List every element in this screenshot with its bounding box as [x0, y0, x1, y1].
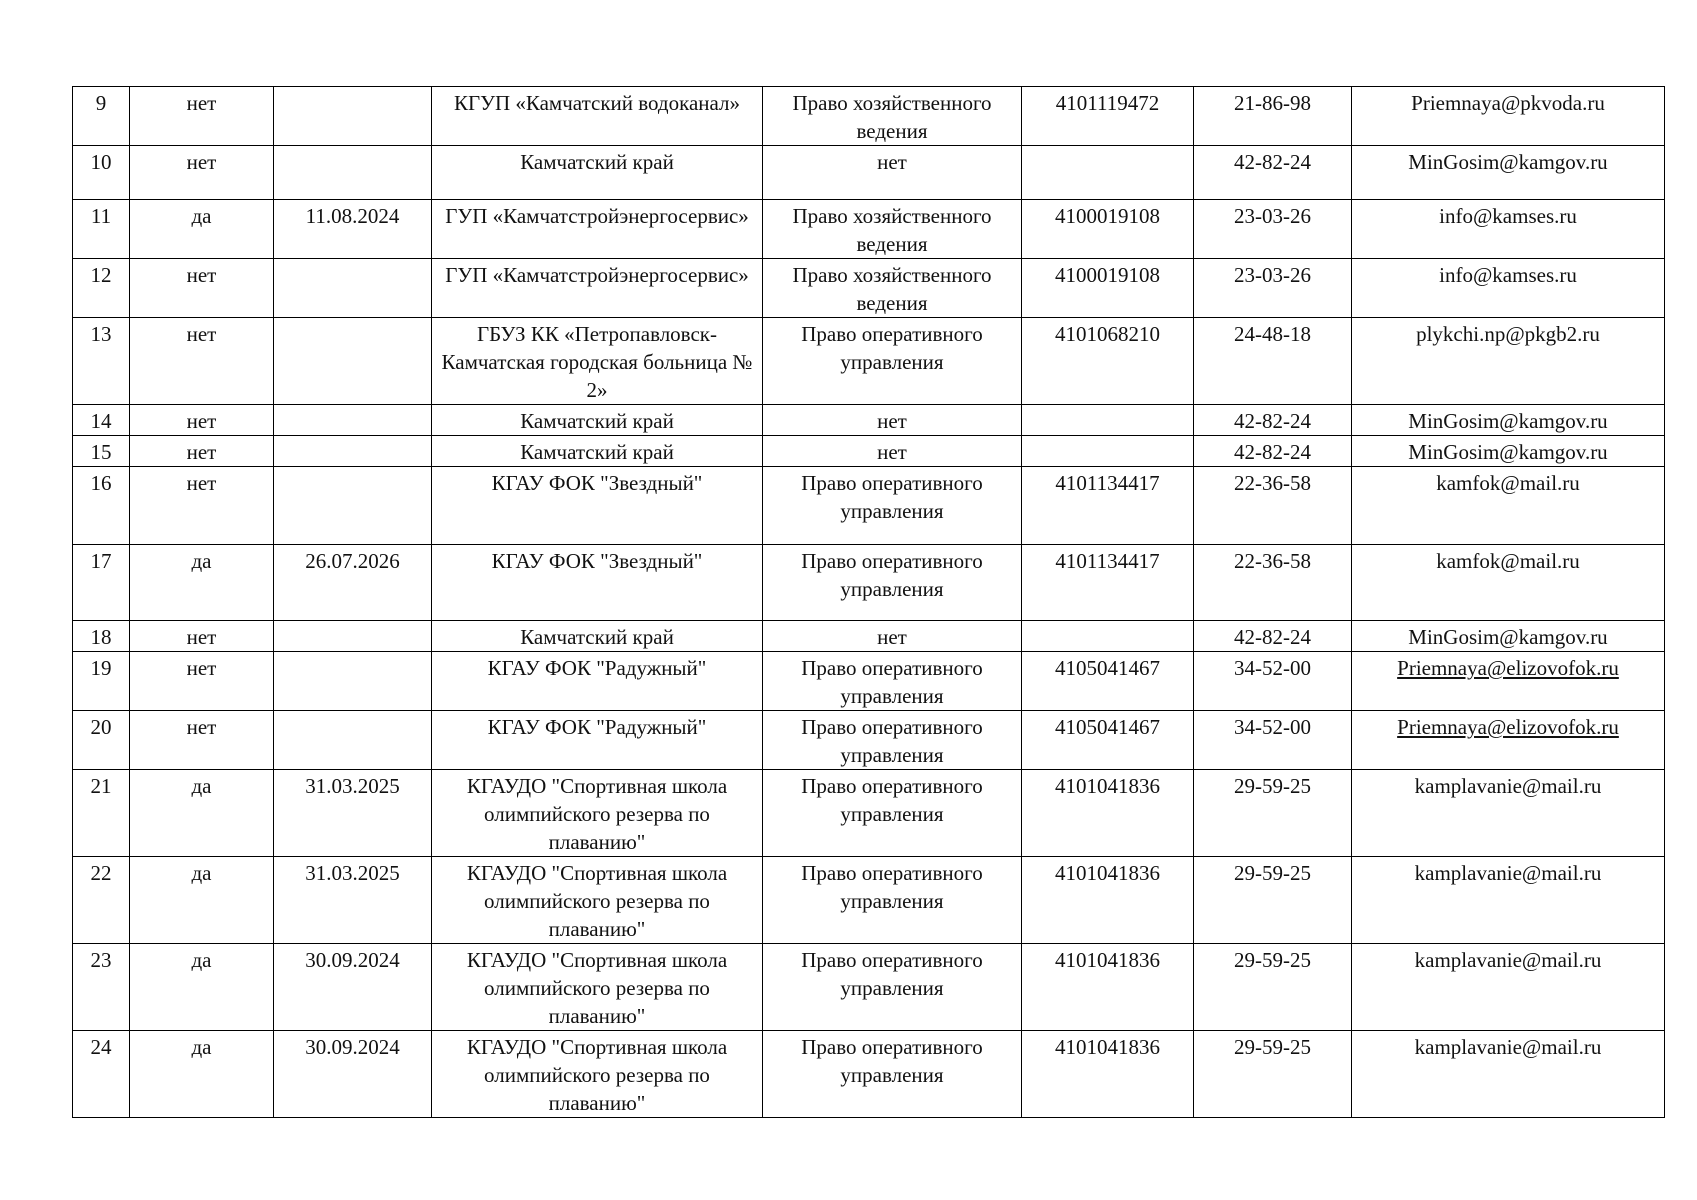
row-number-text: 17: [90, 549, 112, 573]
inn-cell: [1022, 467, 1194, 545]
flag-cell-text: нет: [186, 715, 217, 739]
row-number: [73, 200, 130, 259]
phone-cell: [1194, 857, 1352, 944]
flag-cell-text: да: [191, 861, 212, 885]
right-type-cell: [763, 857, 1022, 944]
phone-cell: [1194, 200, 1352, 259]
email-cell-text[interactable]: MinGosim@kamgov.ru: [1408, 440, 1608, 464]
flag-cell-text: да: [191, 948, 212, 972]
right-type-cell: [763, 652, 1022, 711]
right-type-cell: [763, 545, 1022, 621]
flag-cell-text: нет: [186, 409, 217, 433]
property-table: [72, 86, 1665, 1118]
date-cell: [274, 200, 432, 259]
right-type-cell: [763, 1031, 1022, 1118]
organization-cell-text: КГАУДО "Спортивная школа олимпийского резерва по плаванию": [466, 1035, 728, 1115]
table-row: [73, 770, 1665, 857]
organization-cell: [432, 87, 763, 146]
flag-cell: [130, 146, 274, 200]
email-cell: [1352, 259, 1665, 318]
organization-cell: [432, 652, 763, 711]
email-cell: [1352, 944, 1665, 1031]
right-type-cell-text: нет: [877, 409, 907, 433]
row-number: [73, 944, 130, 1031]
inn-cell: [1022, 146, 1194, 200]
inn-cell-text: 4105041467: [1055, 715, 1160, 739]
phone-cell: [1194, 436, 1352, 467]
email-cell: [1352, 405, 1665, 436]
row-number-text: 9: [95, 91, 107, 115]
inn-cell-text: 4101041836: [1055, 1035, 1160, 1059]
date-cell: [274, 87, 432, 146]
row-number: [73, 467, 130, 545]
right-type-cell-text: Право оперативного управления: [801, 1035, 983, 1087]
row-number: [73, 146, 130, 200]
email-cell: [1352, 545, 1665, 621]
phone-cell-text: 29-59-25: [1234, 948, 1311, 972]
phone-cell: [1194, 944, 1352, 1031]
phone-cell: [1194, 467, 1352, 545]
email-cell: [1352, 87, 1665, 146]
table-body: [73, 87, 1665, 1118]
date-cell: [274, 436, 432, 467]
row-number: [73, 621, 130, 652]
table-row: [73, 87, 1665, 146]
organization-cell: [432, 545, 763, 621]
inn-cell: [1022, 944, 1194, 1031]
table-row: [73, 436, 1665, 467]
row-number-text: 19: [90, 656, 112, 680]
flag-cell: [130, 621, 274, 652]
flag-cell: [130, 200, 274, 259]
right-type-cell: [763, 87, 1022, 146]
email-cell: [1352, 621, 1665, 652]
flag-cell: [130, 652, 274, 711]
organization-cell: [432, 621, 763, 652]
right-type-cell: [763, 200, 1022, 259]
organization-cell: [432, 146, 763, 200]
row-number-text: 21: [90, 774, 112, 798]
table-row: [73, 711, 1665, 770]
organization-cell: [432, 405, 763, 436]
flag-cell: [130, 405, 274, 436]
phone-cell-text: 23-03-26: [1234, 204, 1311, 228]
right-type-cell: [763, 146, 1022, 200]
organization-cell: [432, 944, 763, 1031]
right-type-cell-text: Право оперативного управления: [801, 471, 983, 523]
row-number: [73, 1031, 130, 1118]
right-type-cell: [763, 436, 1022, 467]
phone-cell-text: 29-59-25: [1234, 1035, 1311, 1059]
phone-cell: [1194, 405, 1352, 436]
table-row: [73, 545, 1665, 621]
email-cell-text[interactable]: info@kamses.ru: [1439, 263, 1577, 287]
flag-cell-text: да: [191, 204, 212, 228]
row-number-text: 24: [90, 1035, 112, 1059]
table-row: [73, 259, 1665, 318]
phone-cell: [1194, 259, 1352, 318]
phone-cell: [1194, 621, 1352, 652]
email-cell: [1352, 652, 1665, 711]
row-number-text: 18: [90, 625, 112, 649]
row-number-text: 20: [90, 715, 112, 739]
inn-cell-text: 4101041836: [1055, 774, 1160, 798]
email-cell-text[interactable]: Priemnaya@elizovofok.ru: [1397, 656, 1619, 680]
table-row: [73, 652, 1665, 711]
phone-cell-text: 21-86-98: [1234, 91, 1311, 115]
table-row: [73, 467, 1665, 545]
organization-cell-text: КГАУДО "Спортивная школа олимпийского резерва по плаванию": [466, 774, 728, 854]
email-cell: [1352, 467, 1665, 545]
flag-cell: [130, 467, 274, 545]
right-type-cell: [763, 318, 1022, 405]
phone-cell-text: 29-59-25: [1234, 774, 1311, 798]
organization-cell-text: Камчатский край: [520, 440, 674, 464]
phone-cell-text: 22-36-58: [1234, 471, 1311, 495]
organization-cell-text: КГАУ ФОК "Радужный": [487, 715, 707, 739]
email-cell: [1352, 318, 1665, 405]
date-cell: [274, 944, 432, 1031]
email-cell: [1352, 711, 1665, 770]
right-type-cell: [763, 621, 1022, 652]
row-number-text: 14: [90, 409, 112, 433]
inn-cell-text: 4101119472: [1055, 91, 1160, 115]
row-number: [73, 405, 130, 436]
phone-cell: [1194, 545, 1352, 621]
email-cell: [1352, 770, 1665, 857]
right-type-cell-text: Право оперативного управления: [801, 715, 983, 767]
email-cell-text[interactable]: kamplavanie@mail.ru: [1414, 1035, 1602, 1059]
organization-cell-text: ГБУЗ КК «Петропавловск-Камчатская городская больница № 2»: [441, 322, 753, 402]
phone-cell: [1194, 318, 1352, 405]
right-type-cell: [763, 405, 1022, 436]
row-number: [73, 87, 130, 146]
table-row: [73, 944, 1665, 1031]
email-cell-text[interactable]: MinGosim@kamgov.ru: [1408, 150, 1608, 174]
email-cell: [1352, 436, 1665, 467]
organization-cell-text: Камчатский край: [520, 409, 674, 433]
table-row: [73, 857, 1665, 944]
organization-cell-text: Камчатский край: [520, 150, 674, 174]
inn-cell-text: 4101068210: [1055, 322, 1160, 346]
organization-cell-text: КГАУ ФОК "Звездный": [491, 471, 703, 495]
phone-cell-text: 42-82-24: [1234, 409, 1311, 433]
organization-cell: [432, 770, 763, 857]
flag-cell-text: да: [191, 774, 212, 798]
flag-cell-text: нет: [186, 625, 217, 649]
right-type-cell-text: нет: [877, 625, 907, 649]
date-cell-text: 30.09.2024: [305, 948, 400, 972]
phone-cell-text: 29-59-25: [1234, 861, 1311, 885]
organization-cell: [432, 1031, 763, 1118]
row-number: [73, 545, 130, 621]
inn-cell: [1022, 770, 1194, 857]
date-cell: [274, 467, 432, 545]
inn-cell: [1022, 621, 1194, 652]
phone-cell: [1194, 711, 1352, 770]
inn-cell: [1022, 857, 1194, 944]
email-cell: [1352, 1031, 1665, 1118]
right-type-cell-text: нет: [877, 440, 907, 464]
phone-cell-text: 23-03-26: [1234, 263, 1311, 287]
inn-cell-text: 4105041467: [1055, 656, 1160, 680]
row-number: [73, 770, 130, 857]
phone-cell: [1194, 146, 1352, 200]
row-number: [73, 259, 130, 318]
table-row: [73, 405, 1665, 436]
right-type-cell-text: Право хозяйственного ведения: [792, 204, 992, 256]
date-cell: [274, 1031, 432, 1118]
right-type-cell-text: Право хозяйственного ведения: [792, 91, 992, 143]
right-type-cell-text: Право оперативного управления: [801, 549, 983, 601]
flag-cell: [130, 1031, 274, 1118]
inn-cell: [1022, 711, 1194, 770]
inn-cell: [1022, 545, 1194, 621]
date-cell-text: 26.07.2026: [305, 549, 400, 573]
phone-cell-text: 42-82-24: [1234, 440, 1311, 464]
phone-cell-text: 34-52-00: [1234, 656, 1311, 680]
right-type-cell-text: Право хозяйственного ведения: [792, 263, 992, 315]
right-type-cell-text: Право оперативного управления: [801, 948, 983, 1000]
email-cell-text[interactable]: Priemnaya@pkvoda.ru: [1411, 91, 1605, 115]
row-number: [73, 652, 130, 711]
row-number-text: 13: [90, 322, 112, 346]
row-number: [73, 857, 130, 944]
email-cell-text[interactable]: MinGosim@kamgov.ru: [1408, 409, 1608, 433]
date-cell: [274, 621, 432, 652]
right-type-cell-text: Право оперативного управления: [801, 322, 983, 374]
flag-cell-text: нет: [186, 263, 217, 287]
inn-cell: [1022, 436, 1194, 467]
organization-cell-text: ГУП «Камчатстройэнергосервис»: [445, 204, 749, 228]
organization-cell: [432, 436, 763, 467]
inn-cell: [1022, 200, 1194, 259]
row-number-text: 15: [90, 440, 112, 464]
right-type-cell: [763, 467, 1022, 545]
row-number: [73, 711, 130, 770]
table-row: [73, 318, 1665, 405]
phone-cell-text: 22-36-58: [1234, 549, 1311, 573]
row-number-text: 16: [90, 471, 112, 495]
inn-cell: [1022, 318, 1194, 405]
flag-cell-text: нет: [186, 150, 217, 174]
email-cell-text[interactable]: Priemnaya@elizovofok.ru: [1397, 715, 1619, 739]
flag-cell: [130, 259, 274, 318]
inn-cell-text: 4101134417: [1055, 549, 1160, 573]
flag-cell-text: да: [191, 1035, 212, 1059]
date-cell: [274, 770, 432, 857]
phone-cell: [1194, 1031, 1352, 1118]
date-cell: [274, 545, 432, 621]
organization-cell: [432, 467, 763, 545]
email-cell-text[interactable]: kamfok@mail.ru: [1436, 471, 1580, 495]
phone-cell: [1194, 87, 1352, 146]
email-cell-text[interactable]: kamplavanie@mail.ru: [1414, 948, 1602, 972]
organization-cell: [432, 857, 763, 944]
email-cell: [1352, 857, 1665, 944]
phone-cell-text: 24-48-18: [1234, 322, 1311, 346]
inn-cell-text: 4100019108: [1055, 204, 1160, 228]
right-type-cell-text: Право оперативного управления: [801, 656, 983, 708]
inn-cell-text: 4101041836: [1055, 948, 1160, 972]
flag-cell-text: нет: [186, 440, 217, 464]
row-number: [73, 318, 130, 405]
row-number: [73, 436, 130, 467]
organization-cell: [432, 259, 763, 318]
flag-cell-text: нет: [186, 322, 217, 346]
right-type-cell: [763, 711, 1022, 770]
date-cell-text: 30.09.2024: [305, 1035, 400, 1059]
table-row: [73, 1031, 1665, 1118]
table-row: [73, 621, 1665, 652]
inn-cell: [1022, 405, 1194, 436]
email-cell-text[interactable]: kamplavanie@mail.ru: [1414, 861, 1602, 885]
flag-cell: [130, 770, 274, 857]
flag-cell: [130, 944, 274, 1031]
organization-cell: [432, 711, 763, 770]
phone-cell-text: 42-82-24: [1234, 625, 1311, 649]
date-cell: [274, 146, 432, 200]
flag-cell-text: нет: [186, 471, 217, 495]
right-type-cell: [763, 259, 1022, 318]
organization-cell-text: КГАУДО "Спортивная школа олимпийского резерва по плаванию": [466, 948, 728, 1028]
inn-cell-text: 4101134417: [1055, 471, 1160, 495]
date-cell-text: 11.08.2024: [305, 204, 400, 228]
right-type-cell-text: Право оперативного управления: [801, 774, 983, 826]
phone-cell-text: 34-52-00: [1234, 715, 1311, 739]
right-type-cell: [763, 944, 1022, 1031]
organization-cell: [432, 318, 763, 405]
row-number-text: 23: [90, 948, 112, 972]
email-cell-text[interactable]: MinGosim@kamgov.ru: [1408, 625, 1608, 649]
right-type-cell-text: нет: [877, 150, 907, 174]
organization-cell-text: КГАУ ФОК "Звездный": [491, 549, 703, 573]
row-number-text: 22: [90, 861, 112, 885]
email-cell-text[interactable]: kamfok@mail.ru: [1436, 549, 1580, 573]
date-cell: [274, 652, 432, 711]
flag-cell: [130, 711, 274, 770]
email-cell-text[interactable]: info@kamses.ru: [1439, 204, 1577, 228]
flag-cell-text: нет: [186, 91, 217, 115]
date-cell: [274, 857, 432, 944]
inn-cell-text: 4101041836: [1055, 861, 1160, 885]
date-cell: [274, 405, 432, 436]
phone-cell-text: 42-82-24: [1234, 150, 1311, 174]
table-row: [73, 200, 1665, 259]
inn-cell: [1022, 87, 1194, 146]
row-number-text: 12: [90, 263, 112, 287]
flag-cell-text: нет: [186, 656, 217, 680]
email-cell-text[interactable]: plykchi.np@pkgb2.ru: [1416, 322, 1600, 346]
inn-cell: [1022, 652, 1194, 711]
inn-cell: [1022, 1031, 1194, 1118]
flag-cell: [130, 87, 274, 146]
email-cell: [1352, 146, 1665, 200]
date-cell-text: 31.03.2025: [305, 774, 400, 798]
email-cell-text[interactable]: kamplavanie@mail.ru: [1414, 774, 1602, 798]
flag-cell: [130, 857, 274, 944]
phone-cell: [1194, 652, 1352, 711]
organization-cell-text: КГАУДО "Спортивная школа олимпийского резерва по плаванию": [466, 861, 728, 941]
right-type-cell-text: Право оперативного управления: [801, 861, 983, 913]
right-type-cell: [763, 770, 1022, 857]
date-cell: [274, 318, 432, 405]
date-cell: [274, 259, 432, 318]
table-row: [73, 146, 1665, 200]
organization-cell: [432, 200, 763, 259]
inn-cell-text: 4100019108: [1055, 263, 1160, 287]
organization-cell-text: ГУП «Камчатстройэнергосервис»: [445, 263, 749, 287]
flag-cell: [130, 318, 274, 405]
row-number-text: 11: [90, 204, 112, 228]
phone-cell: [1194, 770, 1352, 857]
email-cell: [1352, 200, 1665, 259]
organization-cell-text: КГУП «Камчатский водоканал»: [453, 91, 741, 115]
date-cell: [274, 711, 432, 770]
flag-cell: [130, 545, 274, 621]
row-number-text: 10: [90, 150, 112, 174]
flag-cell: [130, 436, 274, 467]
organization-cell-text: КГАУ ФОК "Радужный": [487, 656, 707, 680]
organization-cell-text: Камчатский край: [520, 625, 674, 649]
date-cell-text: 31.03.2025: [305, 861, 400, 885]
inn-cell: [1022, 259, 1194, 318]
flag-cell-text: да: [191, 549, 212, 573]
